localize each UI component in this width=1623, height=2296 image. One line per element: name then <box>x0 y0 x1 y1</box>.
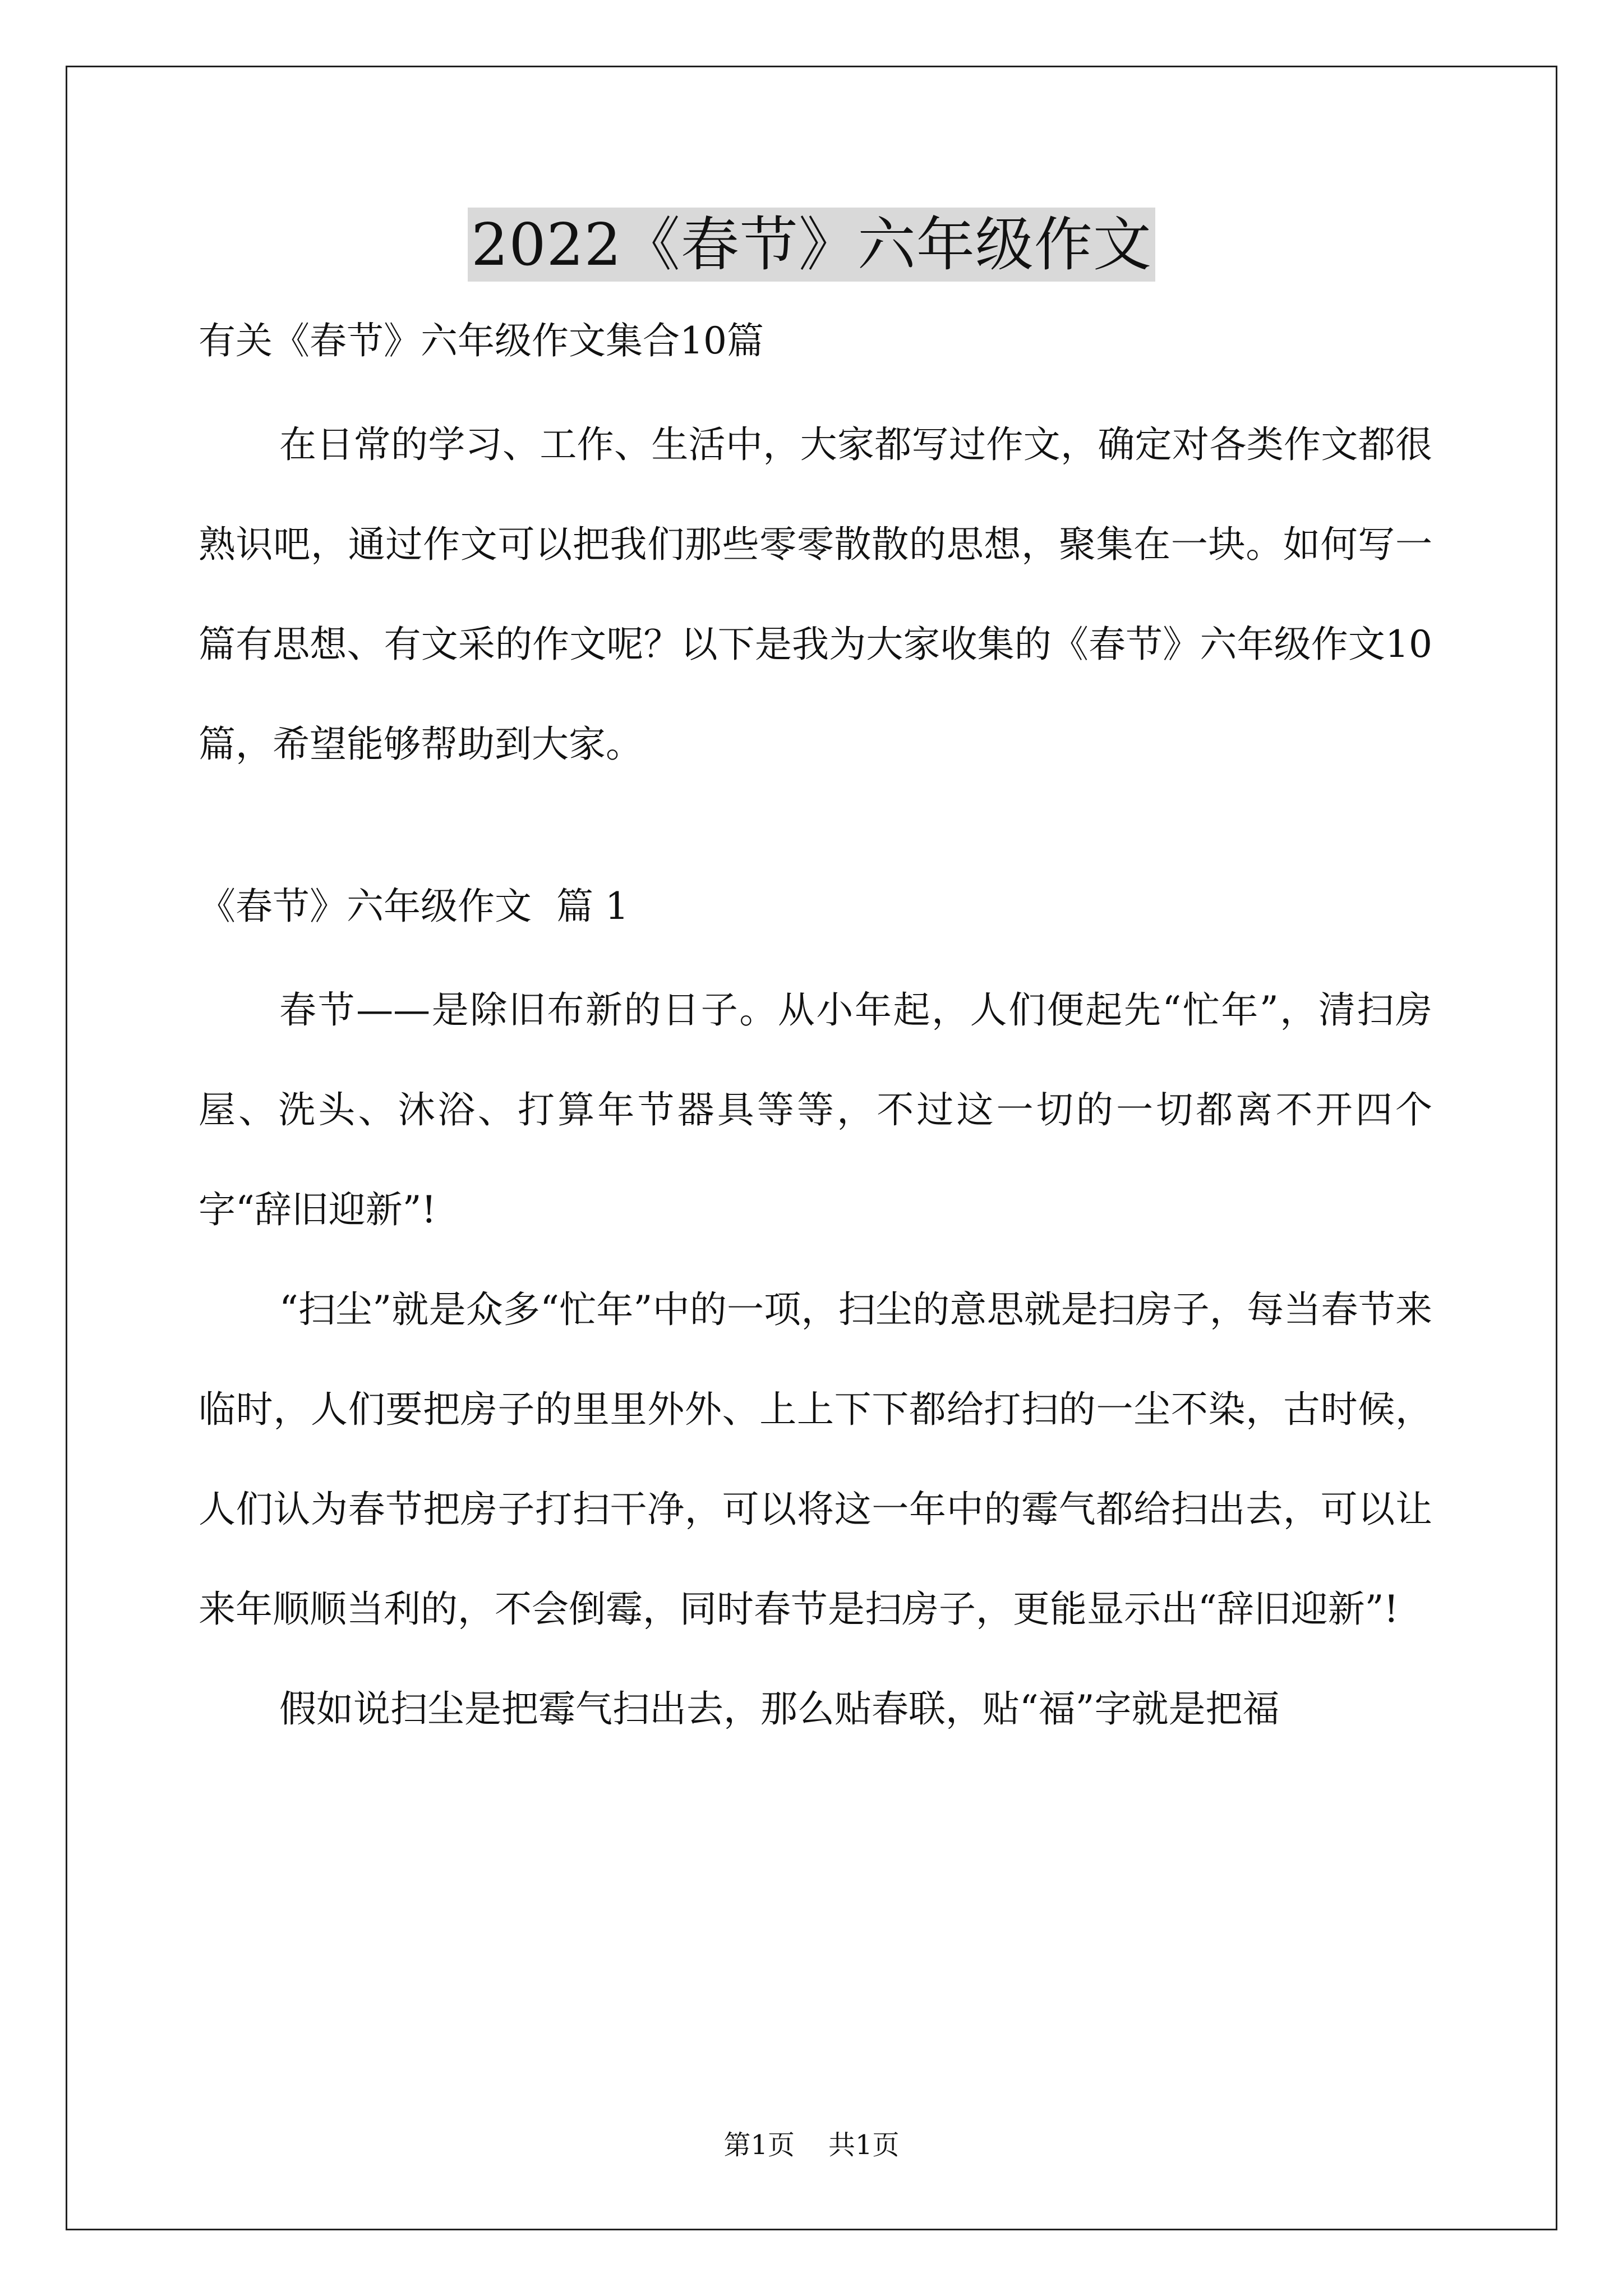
section-heading <box>199 873 1432 940</box>
footer-page-current: 第1页 <box>723 2129 795 2161</box>
title-container <box>0 208 1623 282</box>
section-paragraph-3: 假如说扫尘是把霉气扫出去，那么贴春联，贴“福”字就是把福 <box>279 1687 1280 1731</box>
section-heading-number: 篇 1 <box>556 885 629 928</box>
footer-page-total: 共1页 <box>828 2129 900 2161</box>
intro-paragraph: 在日常的学习、工作、生活中，大家都写过作文，确定对各类作文都很熟识吧，通过作文可以把我们那些零零散散的思想，聚集在一块。如何写一篇有思想、有文采的作文呢？以下是我为大家收集的《春节》六年级作文10篇，希望能够帮助到大家。 <box>199 423 1432 766</box>
section-heading-title: 《春节》六年级作文 <box>199 885 532 928</box>
section-paragraph-1: 春节——是除旧布新的日子。从小年起，人们便起先“忙年”，清扫房屋、洗头、沐浴、打算年节器具等等，不过这一切的一切都离不开四个字“辞旧迎新”! <box>199 988 1432 1231</box>
section-paragraph-2: “扫尘”就是众多“忙年”中的一项，扫尘的意思就是扫房子，每当春节来临时，人们要把房子的里里外外、上上下下都给打扫的一尘不染，古时候，人们认为春节把房子打扫干净，可以将这一年中的霉气都给扫出去，可以让来年顺顺当利的，不会倒霉，同时春节是扫房子，更能显示出“辞旧迎新”! <box>199 1288 1432 1631</box>
document-body <box>199 307 1432 1759</box>
document-title: 2022《春节》六年级作文 <box>468 208 1155 282</box>
document-subtitle: 有关《春节》六年级作文集合10篇 <box>199 319 764 362</box>
page-footer <box>0 2128 1623 2162</box>
